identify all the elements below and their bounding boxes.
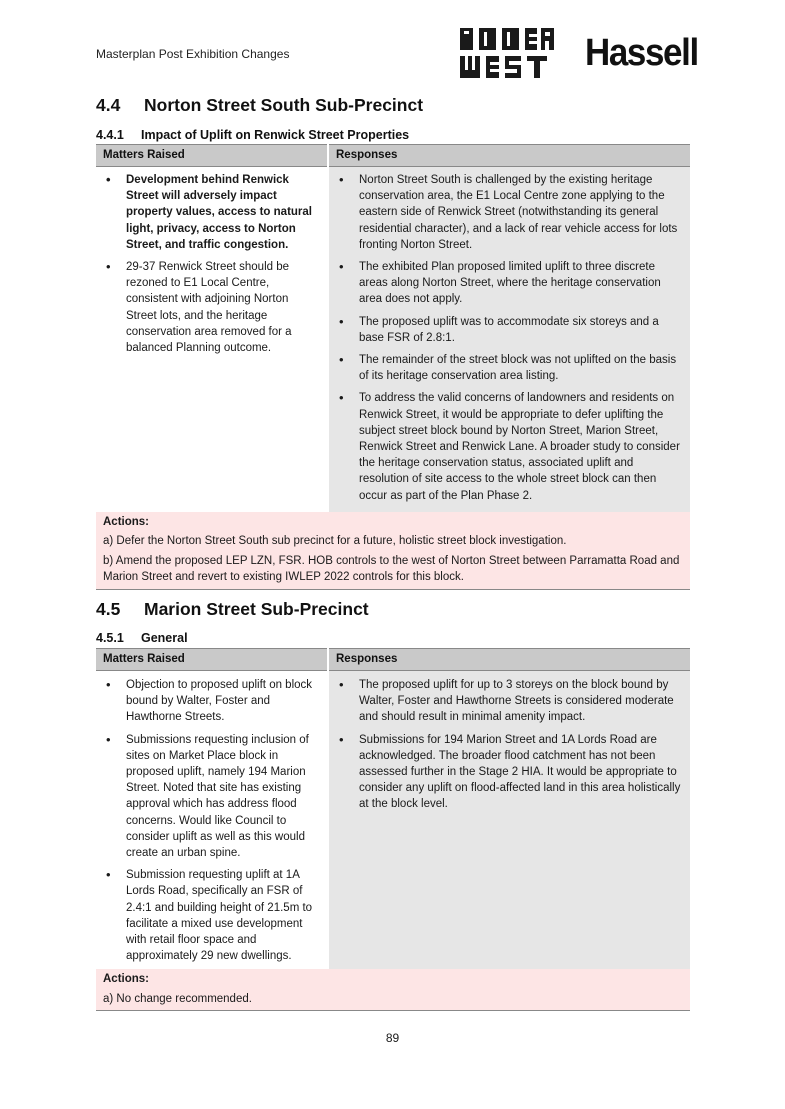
list-item: • Submission requesting uplift at 1A Lords Road, specifically an FSR of 2.4:1 and building height of 21.5m to facilitate a mixed use development with retail floor space and approximately 29 new dwellings. [103, 867, 319, 964]
subsection-heading-4-5-1 [96, 631, 188, 645]
list-item: • The proposed uplift was to accommodate six storeys and a base FSR of 2.8:1. [336, 314, 682, 346]
list-item: • 29-37 Renwick Street should be rezoned to E1 Local Centre, consistent with adjoining Norton Street lots, and the heritage conservation area removed for a balanced Planning outcome. [103, 259, 319, 356]
table-row [96, 167, 690, 512]
column-header-matters: Matters Raised [96, 145, 328, 167]
subsection-number: 4.4.1 [96, 128, 124, 142]
hassell-logo: Hassell [585, 32, 698, 74]
list-item: • The remainder of the street block was not uplifted on the basis of its heritage conservation area listing. [336, 352, 682, 384]
list-item: • Norton Street South is challenged by the existing heritage conservation area, the E1 Local Centre zone applying to the eastern side of Renwick Street (notwithstanding its general residential character), and a lack of rear vehicle access for lots fronting Norton Street. [336, 172, 682, 253]
actions-row [96, 969, 690, 1010]
column-header-responses: Responses [328, 145, 690, 167]
list-item: • Development behind Renwick Street will adversely impact property values, access to natural light, privacy, access to Norton Street, and traffic congestion. [103, 172, 319, 253]
matters-responses-table-4-4-1 [96, 144, 690, 590]
actions-cell [96, 512, 690, 589]
section-title: Marion Street Sub-Precinct [144, 599, 369, 619]
column-header-matters: Matters Raised [96, 649, 328, 671]
list-item: • To address the valid concerns of landowners and residents on Renwick Street, it would be appropriate to defer uplifting the subject street block bound by Norton Street, Marion Street, Renwick Street and Renwick Lane. A broader study to consider the heritage conservation status, associated uplift and resolution of site access to the whole street block can then occur as part of the Plan Phase 2. [336, 390, 682, 503]
subsection-number: 4.5.1 [96, 631, 124, 645]
subsection-heading-4-4-1 [96, 128, 409, 142]
list-item: • Submissions for 194 Marion Street and 1A Lords Road are acknowledged. The broader flood catchment has not been assessed further in the Stage 2 HIA. It would be appropriate to consider any uplift on flood-affected land in this area holistically at the block level. [336, 732, 682, 813]
matters-responses-table-4-5-1 [96, 648, 690, 1011]
matters-cell [96, 167, 328, 512]
action-item: b) Amend the proposed LEP LZN, FSR. HOB controls to the west of Norton Street between Parramatta Road and Marion Street and revert to existing IWLEP 2022 controls for this block. [103, 555, 680, 584]
list-item: • Objection to proposed uplift on block bound by Walter, Foster and Hawthorne Streets. [103, 677, 319, 726]
subsection-title: General [141, 631, 188, 645]
responses-cell [328, 167, 690, 512]
actions-title: Actions: [103, 515, 149, 528]
page-number: 89 [385, 1031, 400, 1045]
table-header-row [96, 649, 690, 671]
responses-cell [328, 671, 690, 970]
section-heading-4-4 [96, 95, 423, 116]
subsection-title: Impact of Uplift on Renwick Street Properties [141, 128, 410, 142]
actions-title: Actions: [103, 973, 149, 986]
matters-cell [96, 671, 328, 970]
list-item: • The proposed uplift for up to 3 storeys on the block bound by Walter, Foster and Hawthorne Streets is considered moderate and should result in minimal amenity impact. [336, 677, 682, 726]
section-number: 4.5 [96, 599, 121, 619]
column-header-responses: Responses [328, 649, 690, 671]
document-header-title: Masterplan Post Exhibition Changes [96, 47, 290, 61]
inner-west-logo [458, 26, 556, 80]
actions-cell [96, 969, 690, 1010]
list-item: • Submissions requesting inclusion of sites on Market Place block in proposed uplift, namely 194 Marion Street. Noted that site has existing approval which has address flood concerns. Would like Council to consider uplift as well as this would create an urban spine. [103, 732, 319, 862]
section-number: 4.4 [96, 95, 121, 115]
action-item: a) Defer the Norton Street South sub precinct for a future, holistic street block investigation. [103, 535, 567, 548]
table-header-row [96, 145, 690, 167]
list-item: • The exhibited Plan proposed limited uplift to three discrete areas along Norton Street, where the heritage conservation area does not apply. [336, 259, 682, 308]
actions-row [96, 512, 690, 589]
section-heading-4-5 [96, 599, 369, 620]
section-title: Norton Street South Sub-Precinct [144, 95, 424, 115]
table-row [96, 671, 690, 970]
action-item: a) No change recommended. [103, 992, 252, 1005]
